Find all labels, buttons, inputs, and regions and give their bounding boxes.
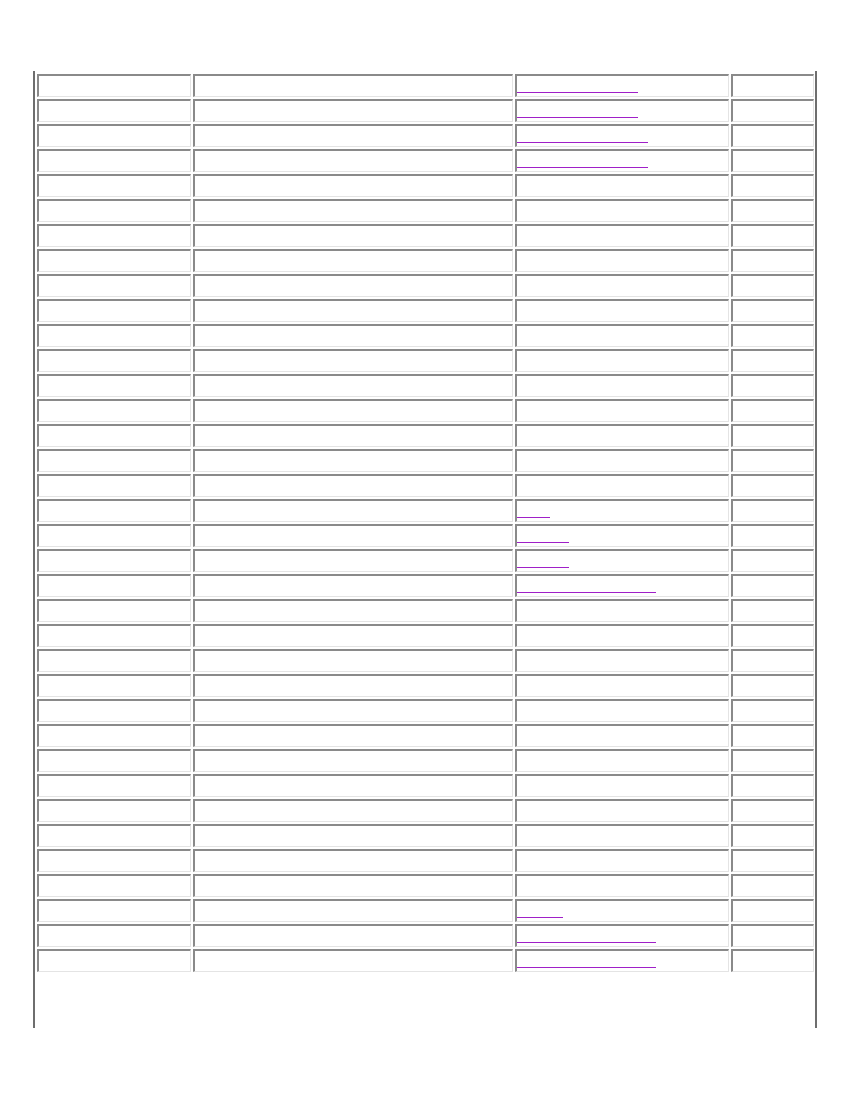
table-row (37, 399, 814, 422)
table-cell (37, 799, 191, 822)
table-cell (515, 599, 729, 622)
table-row (37, 274, 814, 297)
table-cell (731, 949, 814, 972)
table-cell (731, 774, 814, 797)
table-cell (515, 499, 729, 522)
table-row (37, 149, 814, 172)
table-row (37, 724, 814, 747)
table-cell (193, 199, 513, 222)
table-cell (731, 324, 814, 347)
table-cell (193, 499, 513, 522)
table-cell (193, 149, 513, 172)
table-cell (37, 249, 191, 272)
table-cell (731, 424, 814, 447)
table-cell (193, 774, 513, 797)
table-row (37, 799, 814, 822)
table-cell (193, 299, 513, 322)
table-cell (193, 599, 513, 622)
data-table (35, 72, 816, 974)
table-cell (193, 724, 513, 747)
row-link[interactable] (517, 592, 656, 593)
table-cell (193, 474, 513, 497)
table-cell (731, 299, 814, 322)
table-cell (193, 74, 513, 97)
table-cell (193, 99, 513, 122)
table-cell (515, 749, 729, 772)
table-cell (731, 749, 814, 772)
table-body (37, 74, 814, 972)
table-cell (37, 599, 191, 622)
table-cell (731, 874, 814, 897)
table-cell (731, 374, 814, 397)
row-link[interactable] (517, 117, 638, 118)
table-cell (515, 774, 729, 797)
row-link[interactable] (517, 92, 638, 93)
table-row (37, 299, 814, 322)
table-cell (37, 299, 191, 322)
table-cell (731, 99, 814, 122)
table-cell (37, 824, 191, 847)
table-cell (515, 74, 729, 97)
table-cell (37, 474, 191, 497)
table-cell (193, 524, 513, 547)
table-cell (193, 574, 513, 597)
table-cell (193, 799, 513, 822)
table-cell (37, 924, 191, 947)
table-cell (515, 474, 729, 497)
table-cell (193, 649, 513, 672)
table-cell (731, 224, 814, 247)
table-cell (37, 399, 191, 422)
table-cell (515, 349, 729, 372)
table-cell (37, 99, 191, 122)
table-row (37, 449, 814, 472)
row-link[interactable] (517, 917, 563, 918)
table-cell (515, 824, 729, 847)
table-cell (515, 199, 729, 222)
table-cell (37, 199, 191, 222)
table-cell (193, 124, 513, 147)
table-cell (193, 624, 513, 647)
table-cell (515, 574, 729, 597)
table-cell (37, 449, 191, 472)
row-link[interactable] (517, 942, 656, 943)
table-row (37, 74, 814, 97)
table-row (37, 824, 814, 847)
table-row (37, 224, 814, 247)
table-cell (515, 924, 729, 947)
table-row (37, 949, 814, 972)
table-cell (193, 249, 513, 272)
table-cell (515, 949, 729, 972)
row-link[interactable] (517, 517, 550, 518)
table-cell (37, 149, 191, 172)
table-cell (731, 174, 814, 197)
table-cell (731, 824, 814, 847)
table-row (37, 899, 814, 922)
table-cell (731, 149, 814, 172)
table-cell (37, 499, 191, 522)
table-row (37, 124, 814, 147)
table-cell (731, 249, 814, 272)
table-cell (515, 299, 729, 322)
table-cell (37, 699, 191, 722)
table-cell (37, 224, 191, 247)
table-cell (731, 574, 814, 597)
table-row (37, 574, 814, 597)
table-cell (731, 74, 814, 97)
table-cell (193, 174, 513, 197)
table-cell (37, 574, 191, 597)
table-cell (37, 774, 191, 797)
table-cell (37, 549, 191, 572)
table-row (37, 674, 814, 697)
table-cell (37, 424, 191, 447)
table-cell (515, 274, 729, 297)
table-cell (193, 549, 513, 572)
table-cell (515, 799, 729, 822)
table-cell (193, 374, 513, 397)
table-cell (731, 624, 814, 647)
table-cell (37, 899, 191, 922)
table-cell (37, 624, 191, 647)
row-link[interactable] (517, 167, 648, 168)
table-cell (37, 874, 191, 897)
table-cell (193, 224, 513, 247)
table-cell (515, 324, 729, 347)
table-row (37, 749, 814, 772)
table-cell (37, 749, 191, 772)
table-cell (515, 849, 729, 872)
table-row (37, 649, 814, 672)
table-row (37, 624, 814, 647)
table-row (37, 349, 814, 372)
table-cell (731, 549, 814, 572)
table-cell (193, 349, 513, 372)
table-cell (515, 874, 729, 897)
table-cell (37, 374, 191, 397)
table-cell (193, 274, 513, 297)
table-cell (37, 124, 191, 147)
table-cell (731, 399, 814, 422)
table-row (37, 174, 814, 197)
table-cell (515, 99, 729, 122)
table-cell (37, 324, 191, 347)
table-cell (515, 124, 729, 147)
table-cell (193, 424, 513, 447)
table-cell (193, 849, 513, 872)
table-cell (731, 674, 814, 697)
table-cell (37, 724, 191, 747)
table-row (37, 849, 814, 872)
table-cell (731, 499, 814, 522)
table-cell (37, 349, 191, 372)
table-cell (515, 174, 729, 197)
table-cell (731, 524, 814, 547)
table-cell (515, 724, 729, 747)
table-cell (193, 674, 513, 697)
table-cell (37, 674, 191, 697)
table-cell (731, 799, 814, 822)
table-cell (515, 374, 729, 397)
table-row (37, 199, 814, 222)
table-cell (37, 74, 191, 97)
table-cell (37, 849, 191, 872)
table-cell (731, 599, 814, 622)
table-cell (731, 649, 814, 672)
table-cell (515, 524, 729, 547)
table-row (37, 374, 814, 397)
table-cell (37, 949, 191, 972)
table-cell (37, 174, 191, 197)
row-link[interactable] (517, 542, 569, 543)
table-cell (515, 649, 729, 672)
table-cell (515, 224, 729, 247)
table-cell (193, 399, 513, 422)
table-cell (193, 749, 513, 772)
table-cell (731, 474, 814, 497)
table-cell (515, 149, 729, 172)
table-cell (731, 449, 814, 472)
table-cell (731, 349, 814, 372)
table-row (37, 499, 814, 522)
row-link[interactable] (517, 142, 648, 143)
table-row (37, 774, 814, 797)
table-cell (193, 924, 513, 947)
table-cell (731, 724, 814, 747)
table-cell (37, 274, 191, 297)
table-cell (515, 399, 729, 422)
table-cell (193, 324, 513, 347)
table-cell (193, 824, 513, 847)
table-cell (37, 649, 191, 672)
table-cell (515, 449, 729, 472)
table-cell (515, 699, 729, 722)
table-cell (193, 874, 513, 897)
table-cell (515, 674, 729, 697)
table-cell (731, 899, 814, 922)
table-cell (515, 424, 729, 447)
table-row (37, 424, 814, 447)
table-row (37, 324, 814, 347)
table-cell (193, 699, 513, 722)
table-cell (515, 249, 729, 272)
row-link[interactable] (517, 967, 656, 968)
table-row (37, 99, 814, 122)
table-row (37, 599, 814, 622)
table-cell (731, 199, 814, 222)
table-row (37, 249, 814, 272)
table-row (37, 549, 814, 572)
table-cell (731, 699, 814, 722)
table-cell (193, 899, 513, 922)
table-cell (731, 274, 814, 297)
table-cell (515, 549, 729, 572)
table-cell (37, 524, 191, 547)
table-cell (193, 949, 513, 972)
table-cell (731, 849, 814, 872)
table-cell (515, 899, 729, 922)
table-cell (731, 924, 814, 947)
table-cell (731, 124, 814, 147)
table-cell (515, 624, 729, 647)
table-row (37, 524, 814, 547)
table-cell (193, 449, 513, 472)
table-row (37, 699, 814, 722)
table-row (37, 924, 814, 947)
table-row (37, 474, 814, 497)
row-link[interactable] (517, 567, 569, 568)
table-row (37, 874, 814, 897)
